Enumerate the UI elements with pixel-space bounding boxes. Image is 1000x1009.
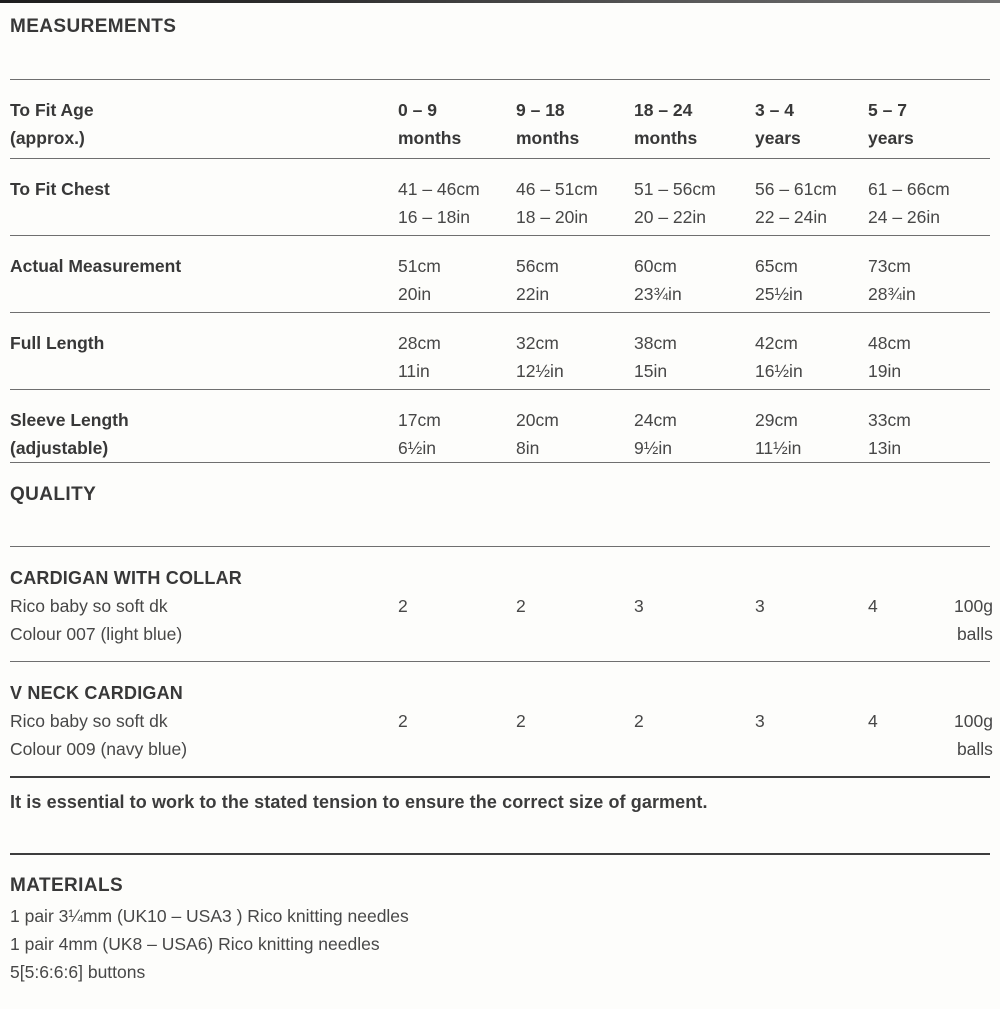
value-cm: 46 – 51cm <box>516 179 598 199</box>
balls-count: 3 <box>634 596 644 616</box>
yarn-colour: Colour 007 (light blue) <box>10 624 183 644</box>
value-cm: 41 – 46cm <box>398 179 480 199</box>
table-cell <box>755 252 868 308</box>
table-cell <box>398 329 516 385</box>
balls-count: 2 <box>516 711 526 731</box>
value-in: 19in <box>868 361 902 381</box>
yarn-name: Rico baby so soft dk <box>10 596 168 616</box>
value-cm: 24cm <box>634 410 677 430</box>
quality-section-cardigan-with-collar <box>10 546 993 661</box>
quality-section-v-neck-cardigan <box>10 661 993 776</box>
column-header-size5 <box>868 96 954 152</box>
garment-title: V NECK CARDIGAN <box>10 683 184 703</box>
value-in: 16 – 18in <box>398 207 471 227</box>
value-in: 20 – 22in <box>634 207 707 227</box>
column-header-range: 0 – 9 <box>398 100 437 120</box>
table-cell-spacer <box>954 175 990 231</box>
garment-info <box>10 679 398 763</box>
value-in: 22in <box>516 284 550 304</box>
row-label <box>10 175 398 231</box>
yarn-colour: Colour 009 (navy blue) <box>10 739 188 759</box>
table-cell <box>398 175 516 231</box>
table-cell <box>516 329 634 385</box>
value-in: 6½in <box>398 438 436 458</box>
table-cell-spacer <box>954 329 990 385</box>
unit-weight: 100g <box>954 711 993 731</box>
value-in: 12½in <box>516 361 564 381</box>
row-label-line2: (approx.) <box>10 128 85 148</box>
value-cm: 60cm <box>634 256 677 276</box>
value-in: 11in <box>398 361 430 381</box>
value-cm: 28cm <box>398 333 441 353</box>
row-label-line1: Actual Measurement <box>10 256 182 276</box>
column-header-range: 3 – 4 <box>755 100 794 120</box>
table-cell <box>516 175 634 231</box>
column-header-size3 <box>634 96 755 152</box>
row-label-line1: To Fit Age <box>10 100 94 120</box>
table-cell <box>634 252 755 308</box>
value-in: 25½in <box>755 284 803 304</box>
column-header-range: 9 – 18 <box>516 100 565 120</box>
value-in: 11½in <box>755 438 802 458</box>
garment-title: CARDIGAN WITH COLLAR <box>10 568 242 588</box>
value-in: 23¾in <box>634 284 682 304</box>
column-header-unit: years <box>868 128 914 148</box>
column-header-unit: years <box>755 128 801 148</box>
garment-info <box>10 564 398 648</box>
value-cm: 17cm <box>398 410 441 430</box>
quality-grid <box>10 564 993 648</box>
column-header-size1 <box>398 96 516 152</box>
value-in: 15in <box>634 361 668 381</box>
value-cm: 61 – 66cm <box>868 179 950 199</box>
balls-unit <box>954 564 993 648</box>
value-cm: 20cm <box>516 410 559 430</box>
table-cell <box>516 406 634 462</box>
table-header-row <box>10 80 990 159</box>
value-cm: 51cm <box>398 256 441 276</box>
value-cm: 73cm <box>868 256 911 276</box>
materials-heading: MATERIALS <box>10 875 124 896</box>
unit-word: balls <box>956 739 993 759</box>
value-cm: 32cm <box>516 333 559 353</box>
value-cm: 65cm <box>755 256 798 276</box>
table-cell <box>755 329 868 385</box>
row-label-line1: Full Length <box>10 333 105 353</box>
value-cm: 51 – 56cm <box>634 179 716 199</box>
value-cm: 38cm <box>634 333 677 353</box>
value-in: 22 – 24in <box>755 207 828 227</box>
table-cell <box>398 252 516 308</box>
quality-grid <box>10 679 993 763</box>
value-cm: 48cm <box>868 333 911 353</box>
value-in: 28¾in <box>868 284 916 304</box>
table-cell <box>634 406 755 462</box>
row-label <box>10 329 398 385</box>
value-cm: 56cm <box>516 256 559 276</box>
row-label-to-fit-age <box>10 96 398 152</box>
materials-item-needles-small: 1 pair 3¼mm (UK10 – USA3 ) Rico knitting needles <box>10 906 409 926</box>
table-cell <box>516 252 634 308</box>
value-cm: 42cm <box>755 333 798 353</box>
table-cell-spacer <box>954 406 990 462</box>
value-cm: 33cm <box>868 410 911 430</box>
table-row-full-length <box>10 313 990 390</box>
unit-word: balls <box>956 624 993 644</box>
column-header-range: 5 – 7 <box>868 100 907 120</box>
balls-unit <box>954 679 993 763</box>
value-in: 24 – 26in <box>868 207 941 227</box>
table-cell <box>868 175 954 231</box>
tension-note: It is essential to work to the stated tension to ensure the correct size of garment. <box>10 776 990 855</box>
unit-weight: 100g <box>954 596 993 616</box>
balls-count: 2 <box>516 596 526 616</box>
column-header-unit: months <box>634 128 698 148</box>
value-in: 8in <box>516 438 540 458</box>
value-in: 13in <box>868 438 902 458</box>
value-cm: 29cm <box>755 410 798 430</box>
table-row-sleeve-length <box>10 390 990 463</box>
measurements-heading: MEASUREMENTS <box>10 16 177 37</box>
row-label-line2: (adjustable) <box>10 438 109 458</box>
balls-count: 2 <box>398 711 408 731</box>
row-label-line1: To Fit Chest <box>10 179 110 199</box>
table-cell <box>634 175 755 231</box>
column-header-unit: months <box>398 128 462 148</box>
table-row-to-fit-chest <box>10 159 990 236</box>
table-cell <box>398 406 516 462</box>
table-cell <box>868 252 954 308</box>
measurements-table <box>10 79 990 463</box>
value-in: 9½in <box>634 438 672 458</box>
column-header-spacer <box>954 96 990 152</box>
table-cell-spacer <box>954 252 990 308</box>
table-cell <box>634 329 755 385</box>
balls-count: 2 <box>634 711 644 731</box>
quality-heading: QUALITY <box>10 484 97 505</box>
column-header-unit: months <box>516 128 580 148</box>
value-in: 18 – 20in <box>516 207 589 227</box>
table-cell <box>868 329 954 385</box>
balls-count: 4 <box>868 711 878 731</box>
table-cell <box>755 406 868 462</box>
materials-item-needles-large: 1 pair 4mm (UK8 – USA6) Rico knitting needles <box>10 934 380 954</box>
table-cell <box>868 406 954 462</box>
materials-item-buttons: 5[5:6:6:6] buttons <box>10 962 146 982</box>
column-header-size4 <box>755 96 868 152</box>
balls-count: 2 <box>398 596 408 616</box>
column-header-range: 18 – 24 <box>634 100 693 120</box>
row-label-line1: Sleeve Length <box>10 410 129 430</box>
row-label <box>10 252 398 308</box>
value-in: 20in <box>398 284 432 304</box>
balls-count: 3 <box>755 596 765 616</box>
value-in: 16½in <box>755 361 803 381</box>
balls-count: 4 <box>868 596 878 616</box>
yarn-name: Rico baby so soft dk <box>10 711 168 731</box>
table-cell <box>755 175 868 231</box>
row-label <box>10 406 398 462</box>
table-row-actual-measurement <box>10 236 990 313</box>
column-header-size2 <box>516 96 634 152</box>
value-cm: 56 – 61cm <box>755 179 837 199</box>
balls-count: 3 <box>755 711 765 731</box>
